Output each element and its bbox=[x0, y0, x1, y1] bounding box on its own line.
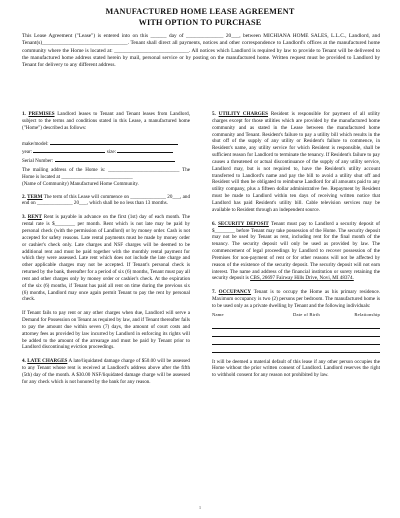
size-field[interactable] bbox=[117, 147, 173, 153]
page-number: 1 bbox=[199, 505, 201, 510]
section-number: 7. bbox=[212, 289, 216, 296]
make-model-label: make/model: bbox=[22, 140, 49, 147]
make-model-field[interactable] bbox=[50, 139, 178, 145]
serial-label: Serial Number: bbox=[22, 158, 54, 165]
section-number: 2. bbox=[22, 193, 26, 200]
section-number: 6. bbox=[212, 220, 216, 227]
right-column bbox=[212, 111, 380, 386]
section-text: Landlord leases to Tenant and Tenant leases from Landlord, subject to the terms and conditions stated in this Lease, a manufactured home ("Home") described as follows: bbox=[22, 111, 190, 131]
section-utility-charges bbox=[212, 111, 380, 214]
section-text: The term of this Lease will commence on ______________ 20___, and end on ______________ 20___, which shall be no less than 13 months. bbox=[22, 193, 190, 207]
occupant-line[interactable] bbox=[212, 322, 380, 329]
year-label: year: bbox=[22, 149, 33, 156]
section-security-deposit bbox=[212, 221, 380, 283]
section-heading: OCCUPANCY bbox=[218, 289, 252, 296]
section-number: 5. bbox=[212, 111, 216, 117]
section-heading: LATE CHARGES bbox=[27, 358, 68, 365]
mailing-text: The mailing address of the Home is: ____________________________ The Home is located at ____________________________ bbox=[22, 167, 190, 180]
section-rent bbox=[22, 214, 190, 303]
section-text: Rent is payable in advance on the first (1st) day of each month. The rental rate is $________ per month. Rent which is not late may be paid by personal check (with the permission of Landlord) or by money order. Cash is not accepted for safety reasons. Late rental payments must be made by money order or cashier's check only. Late charges and NSF charges will be deemed to be additional rent and must be paid together with the monthly rental payment for which they were assessed. Late rent which does not include the late charge and other applicable charges may not be accepted. If Tenant's personal check is returned by the bank, thereafter for a period of six (6) months, Tenant must pay all rent and other charges only by money order or cashier's check. At the expiration of the six (6) months, if Tenant has paid all rent on time during the previous six (6) months, Landlord may once again permit Tenant to pay the rent by personal check. bbox=[22, 214, 190, 303]
size-label: size: bbox=[106, 149, 117, 156]
occupant-line[interactable] bbox=[212, 346, 380, 353]
column-relationship: Relationship bbox=[354, 311, 380, 317]
section-heading: RENT bbox=[27, 214, 42, 221]
occupant-line[interactable] bbox=[212, 330, 380, 337]
section-text: Tenant is to occupy the Home as his primary residence. Maximum occupancy is two (2) persons per bedroom. The manufactured home is to be used only as a private dwelling by Tenant and the following individuals: bbox=[212, 289, 381, 309]
section-term bbox=[22, 194, 190, 208]
intro-paragraph: This Lease Agreement ("Lease") is entered into on this ______ day of ______________ 20___, between MICHIANA HOME SALES, L.L.C., Landlord, and Tenant(s)________________________________. Tenant shall direct all payments, notices and other correspondence to Landlord's offices at the manufactured home community where the Home is located at: ____________________________. All notices which Landlord is required by law to provide to Tenant will be delivered to the manufactured home address stated herein by mail, personal service or by posting on the manufactured home. Written request must be provided to Landlord by Tenant for delivery to any different address. bbox=[22, 33, 380, 69]
section-heading: PREMISES bbox=[28, 111, 55, 117]
section-heading: UTILITY CHARGES bbox=[218, 111, 268, 117]
left-column bbox=[22, 111, 190, 393]
occupant-table-header bbox=[212, 312, 380, 319]
column-date-of-birth: Date of Birth bbox=[293, 311, 320, 317]
occupancy-default-text: It will be deemed a material default of this lease if any other person occupies the Home without the prior written consent of Landlord. Landlord reserves the right to withhold consent for any reason not prohibited by law. bbox=[212, 358, 380, 379]
deposit-bank-address: CBS, 26697 Fairway Hills Drive, Novi, MI 48374. bbox=[250, 275, 354, 282]
section-text: Tenant must pay to Landlord a security deposit of $________ before Tenant may take possession of the Home. The security deposit may not be used by Tenant as rent, including rent for the final month of the tenancy. The security deposit will only be used as provided by law. The commencement of legal proceedings by Landlord to recover possession of the Premises for non-payment of rent or for other reasons will not be affected by reason of the existence of the security deposit. The security deposit will not earn interest. The name and address of the financial institution or surety retaining the security deposit is bbox=[212, 220, 380, 282]
section-number: 4. bbox=[22, 358, 26, 365]
section-rent-default: If Tenant fails to pay rent or any other charges when due, Landlord will serve a Demand for Possession on Tenant as required by law, and if Tenant thereafter fails to pay the amount due within seven (7) days, the amount of court costs and attorney fees as provided by law incurred by Landlord in enforcing its rights will be added to the amount of the arrearage and must be paid by Tenant prior to Landlord discontinuing eviction proceedings. bbox=[22, 310, 190, 351]
section-premises bbox=[22, 111, 190, 132]
title-line-1: MANUFACTURED HOME LEASE AGREEMENT bbox=[105, 7, 295, 16]
section-heading: TERM bbox=[27, 193, 43, 200]
section-late-charges bbox=[22, 358, 190, 385]
document-title bbox=[0, 6, 400, 28]
column-name: Name bbox=[212, 311, 224, 317]
serial-field[interactable] bbox=[55, 156, 175, 162]
community-text: (Name of Community) Manufactured Home Community. bbox=[22, 180, 139, 187]
section-number: 3. bbox=[22, 214, 26, 221]
occupant-line[interactable] bbox=[212, 338, 380, 345]
section-text: Resident is responsible for payment of all utility charges except for those utilities which are provided by the manufactured home community and as stated in the Lease between the manufactured home community and Tenant. Resident's failure to pay a utility bill which results in the shut off of the supply of any utility or Resident's failure to commence, in Resident's name, any utility service for which Resident is responsible, shall be sufficient reason for Landlord to terminate the tenancy. If Resident's failure to pay causes a threatened or actual discontinuance of the supply of any utility service, Landlord may, but is not required to, have the Resident's utility account transferred to Landlord's name and pay the bill to avoid a utility shut off and Resident will then be obligated to reimburse Landlord for all amounts paid to any utility company, plus a fifteen dollar administrative fee. Repayment by Resident must be made to Landlord within ten days of receiving written notice that Landlord has paid Resident's utility bill. Cable television services may be available to Resident through an independent source. bbox=[212, 111, 380, 213]
home-description-fields bbox=[22, 139, 190, 166]
section-text: A late/liquidated damage charge of $50.00 will be assessed to any Tenant whose rent is received at Landlord's address above after the fifth (5th) day of the month. A $30.00 NSF/liquidated damage charge will be assessed for any check which is not honored by the bank for any reason. bbox=[22, 358, 190, 385]
section-occupancy bbox=[212, 289, 380, 310]
title-line-2: WITH OPTION TO PURCHASE bbox=[138, 18, 262, 27]
year-field[interactable] bbox=[33, 147, 105, 153]
section-number: 1. bbox=[22, 111, 26, 117]
mailing-address-text bbox=[22, 167, 190, 188]
section-heading: SECURITY DEPOSIT bbox=[218, 220, 269, 227]
